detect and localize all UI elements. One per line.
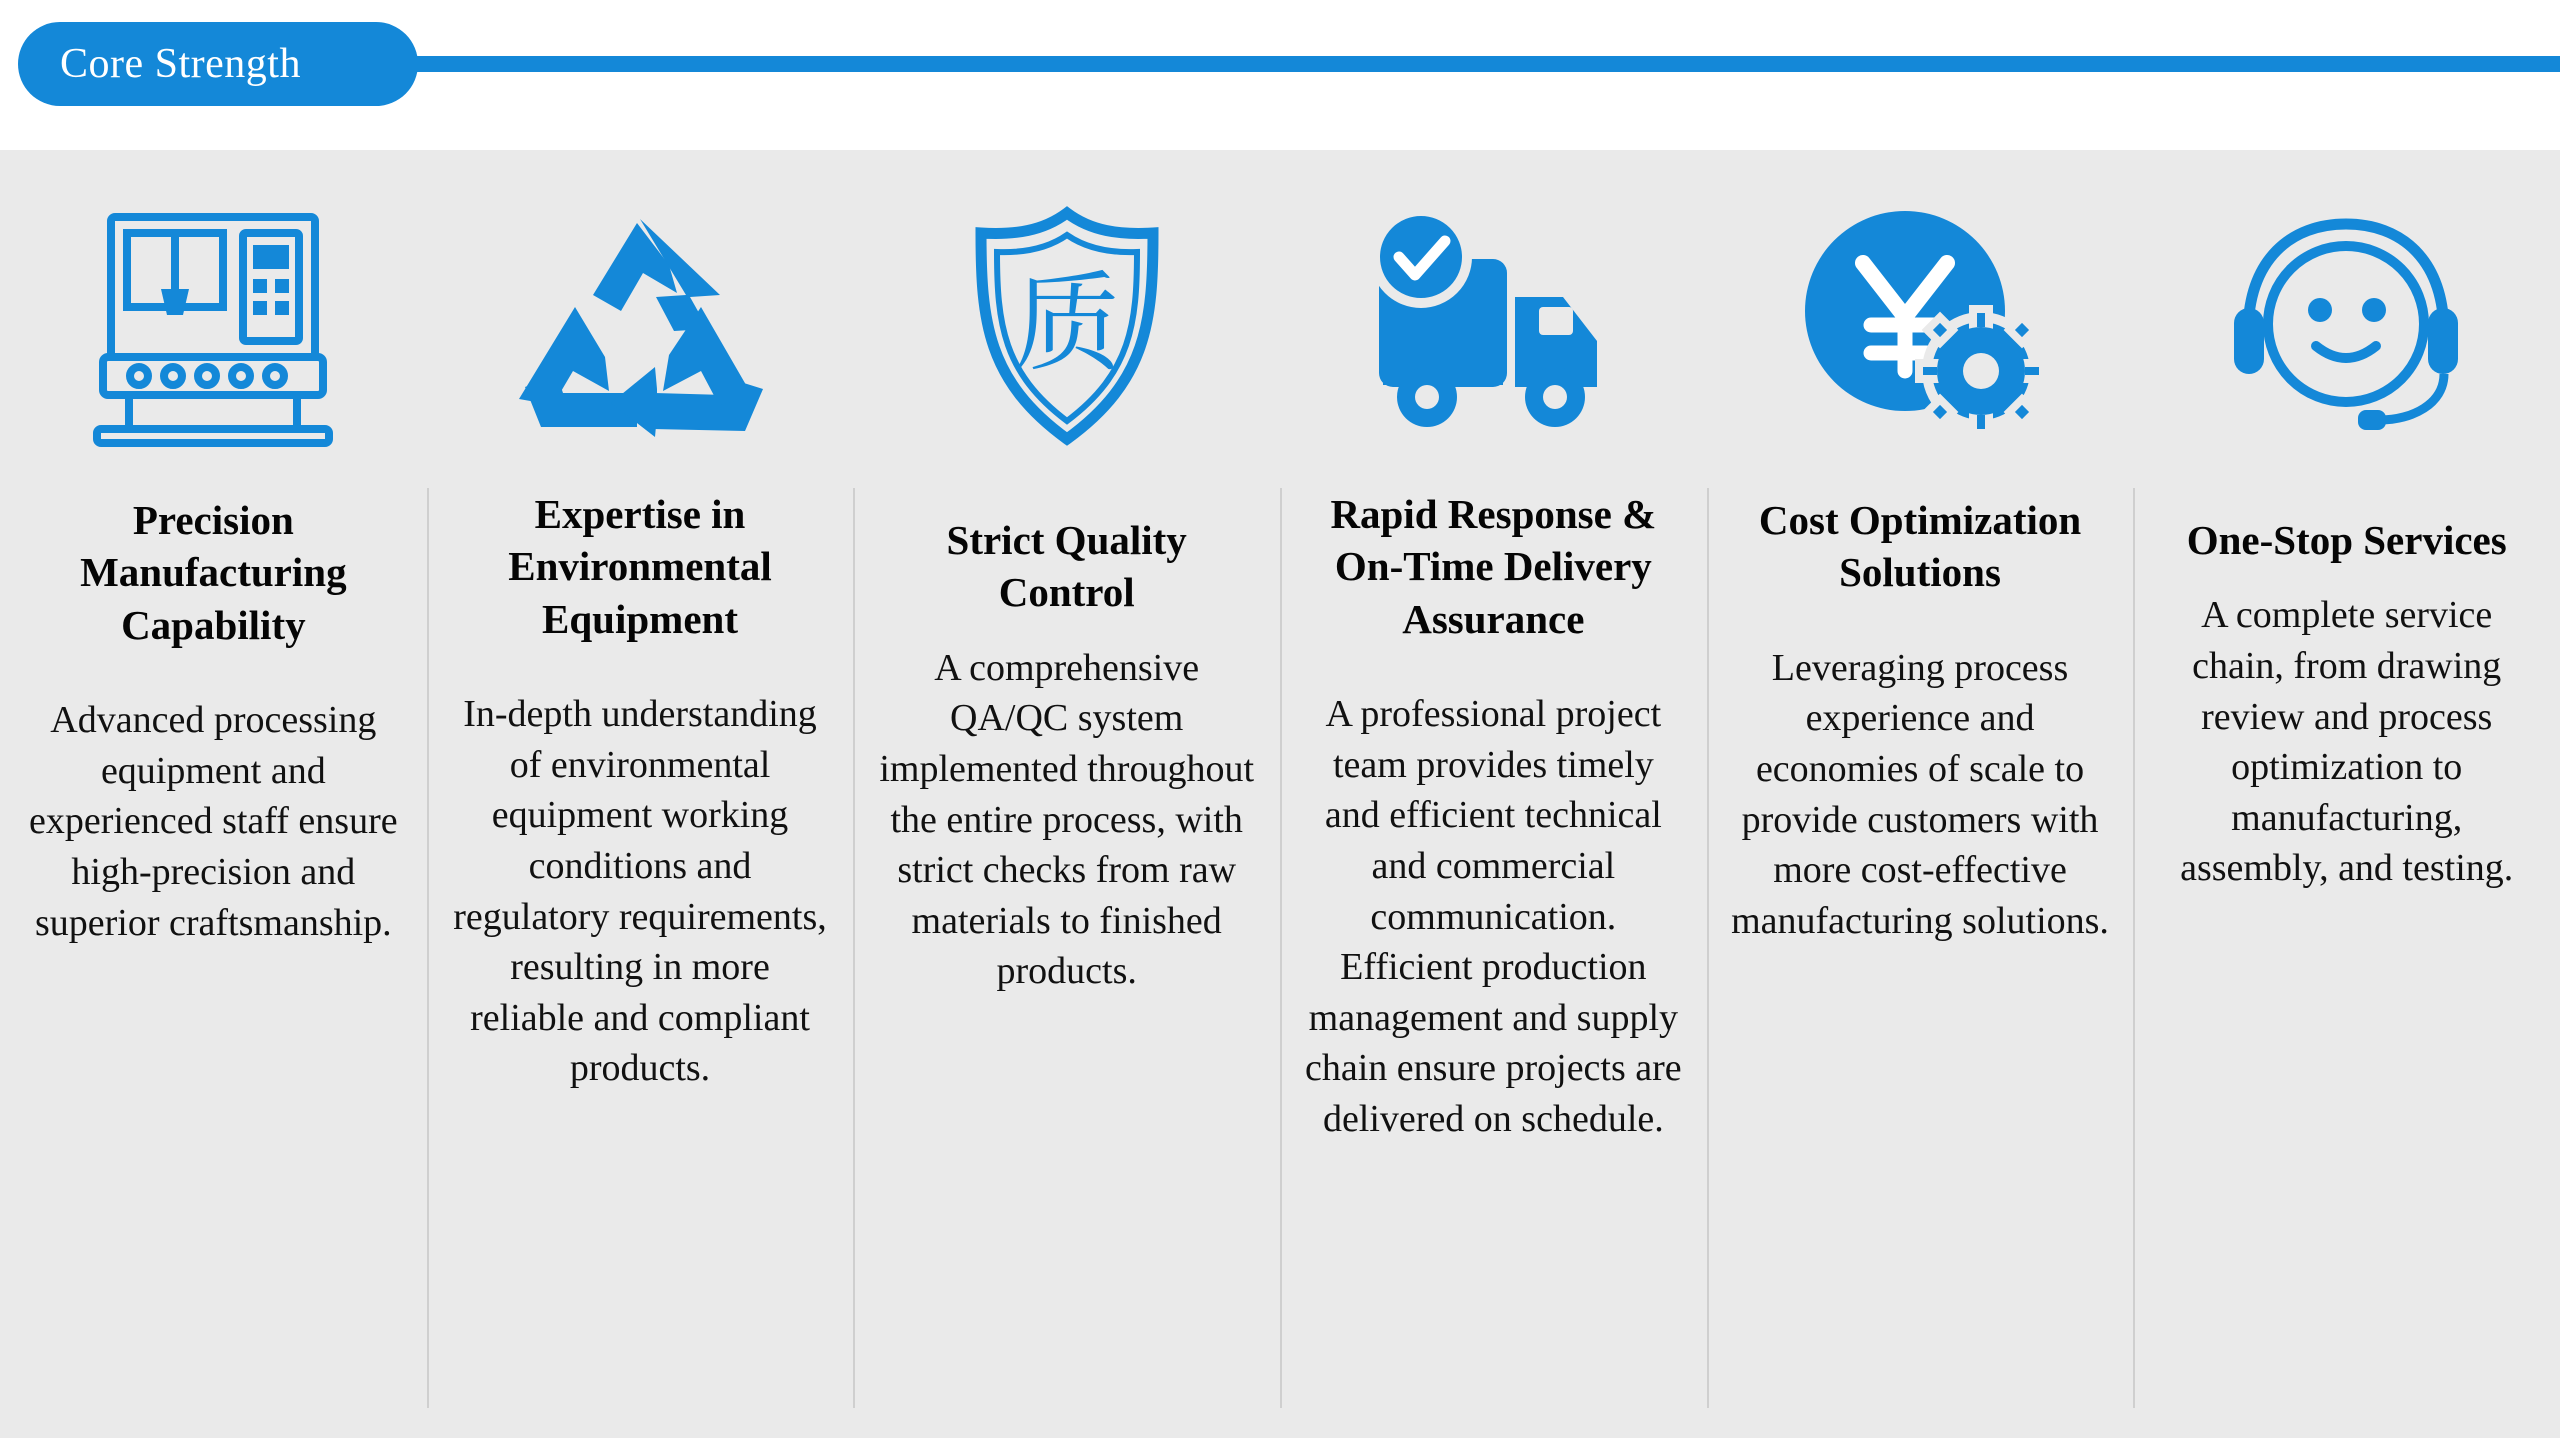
column-title: Strict Quality Control bbox=[946, 517, 1187, 616]
strength-column-one-stop-services bbox=[2133, 150, 2560, 1438]
yuan-gear-cost-icon bbox=[1785, 176, 2055, 476]
cnc-machine-icon bbox=[83, 176, 343, 476]
column-description: Advanced processing equipment and experienced staff ensure high-precision and superior craftsmanship. bbox=[29, 699, 398, 944]
recycle-icon bbox=[505, 176, 775, 476]
column-title: Cost Optimization Solutions bbox=[1758, 497, 2082, 596]
column-description: A complete service chain, from drawing review and process optimization to manufacturing, assembly, and testing. bbox=[2180, 594, 2514, 890]
strength-column-precision-manufacturing bbox=[0, 150, 427, 1438]
column-description: A professional project team provides timely and efficient technical and commercial communication. Efficient production management and supply chain ensure projects are delivered on schedule. bbox=[1305, 693, 1682, 1140]
column-description: A comprehensive QA/QC system implemented throughout the entire process, with strict checks from raw materials to finished products. bbox=[879, 646, 1254, 993]
headset-support-icon bbox=[2212, 176, 2482, 476]
delivery-truck-check-icon bbox=[1343, 176, 1643, 476]
column-title: Expertise in Environmental Equipment bbox=[508, 491, 772, 642]
core-strength-columns bbox=[0, 150, 2560, 1438]
column-description: Leveraging process experience and economies of scale to provide customers with more cost-effective manufacturing solutions. bbox=[1731, 646, 2109, 942]
quality-character: 质 bbox=[1012, 262, 1121, 387]
column-description: In-depth understanding of environmental equipment working conditions and regulatory requirements, resulting in more reliable and compliant products. bbox=[453, 693, 827, 1090]
strength-column-cost-optimization bbox=[1707, 150, 2134, 1438]
column-title: One-Stop Services bbox=[2186, 517, 2507, 563]
quality-shield-icon bbox=[947, 176, 1187, 476]
strength-column-delivery-assurance bbox=[1280, 150, 1707, 1438]
page-header bbox=[0, 0, 2560, 150]
strength-column-environmental-expertise bbox=[427, 150, 854, 1438]
section-title-pill bbox=[18, 22, 418, 106]
column-title: Precision Manufacturing Capability bbox=[80, 497, 347, 648]
header-accent-bar bbox=[380, 56, 2560, 72]
column-title: Rapid Response & On-Time Delivery Assurance bbox=[1330, 491, 1657, 642]
strength-column-quality-control bbox=[853, 150, 1280, 1438]
page-title: Core Strength bbox=[60, 41, 301, 87]
